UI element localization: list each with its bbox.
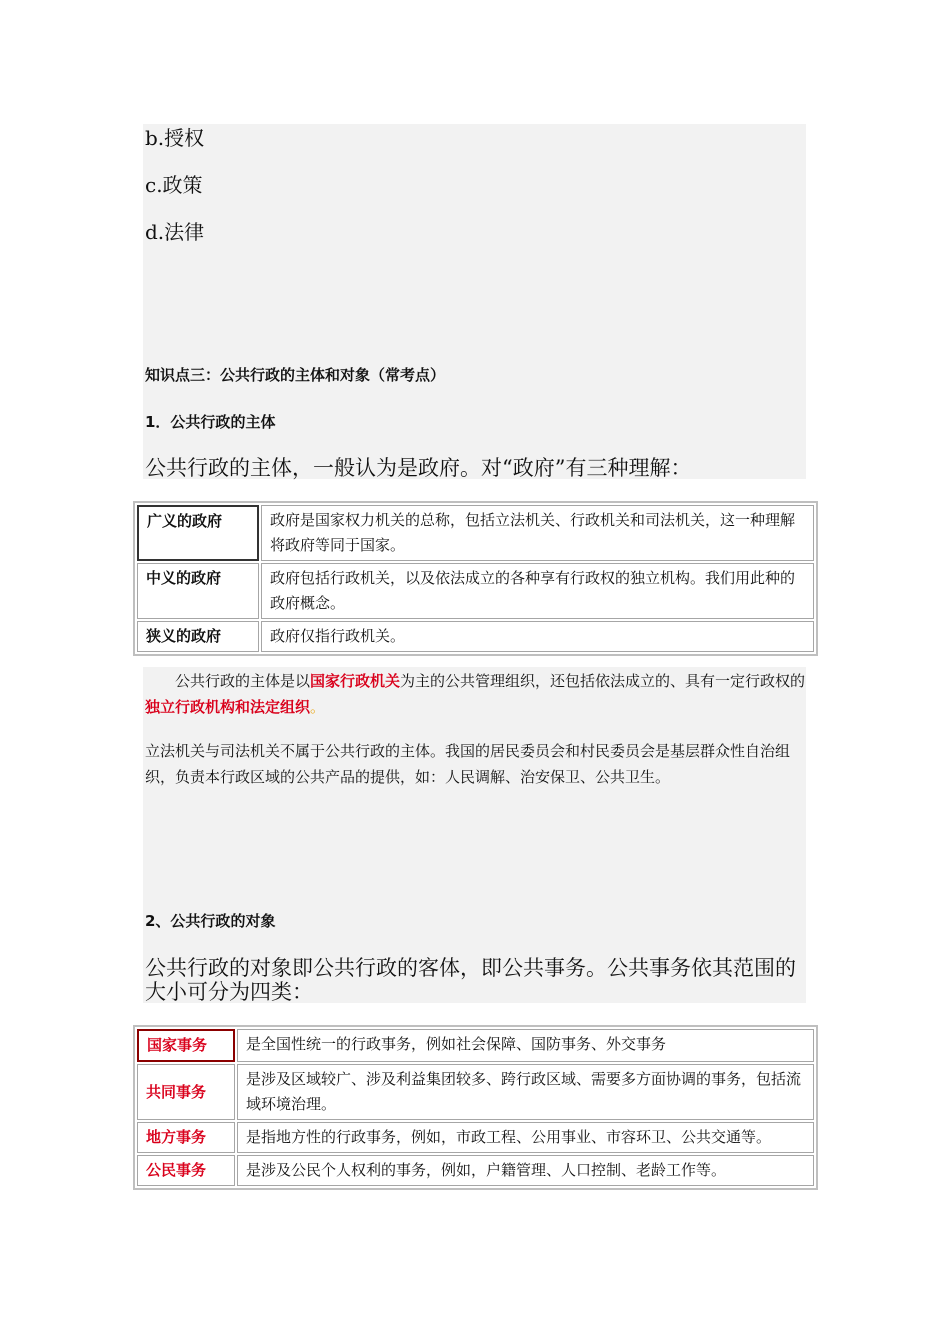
table-row xyxy=(137,1122,814,1153)
table-row xyxy=(137,621,814,652)
table-row xyxy=(137,1029,814,1062)
row-desc: 是涉及区域较广、涉及利益集团较多、跨行政区域、需要多方面协调的事务，包括流域环境治理。 xyxy=(237,1064,814,1120)
row-label: 广义的政府 xyxy=(137,505,259,561)
table-row xyxy=(137,505,814,561)
table-row xyxy=(137,1064,814,1120)
option-c: c.政策 xyxy=(145,173,203,197)
section-title: 知识点三：公共行政的主体和对象（常考点） xyxy=(145,366,446,384)
affairs-table xyxy=(133,1025,818,1190)
row-desc: 政府包括行政机关，以及依法成立的各种享有行政权的独立机构。我们用此种的政府概念。 xyxy=(261,563,814,619)
row-label: 中义的政府 xyxy=(137,563,259,619)
row-label: 公民事务 xyxy=(137,1155,235,1186)
row-desc: 是指地方性的行政事务，例如，市政工程、公用事业、市容环卫、公共交通等。 xyxy=(237,1122,814,1153)
option-b: b.授权 xyxy=(145,126,205,150)
para1-text-b: 为主的公共管理组织，还包括依法成立的、具有一定行政权的 xyxy=(400,672,806,690)
row-label: 地方事务 xyxy=(137,1122,235,1153)
object-heading: 2、公共行政的对象 xyxy=(145,912,276,930)
government-table xyxy=(133,501,818,656)
option-d: d.法律 xyxy=(145,220,205,244)
subject-intro: 公共行政的主体，一般认为是政府。对“政府”有三种理解： xyxy=(145,456,692,480)
para1-highlight-1: 国家行政机关 xyxy=(310,672,401,690)
subject-heading: 1．公共行政的主体 xyxy=(145,413,276,431)
row-label: 狭义的政府 xyxy=(137,621,259,652)
row-desc: 是全国性统一的行政事务，例如社会保障、国防事务、外交事务 xyxy=(237,1029,814,1062)
para1-text-end: 。 xyxy=(310,698,326,716)
row-desc: 政府是国家权力机关的总称，包括立法机关、行政机关和司法机关，这一种理解将政府等同于国家。 xyxy=(261,505,814,561)
table-row xyxy=(137,563,814,619)
row-label: 国家事务 xyxy=(137,1029,235,1062)
subject-paragraph-2: 立法机关与司法机关不属于公共行政的主体。我国的居民委员会和村民委员会是基层群众性自治组织，负责本行政区域的公共产品的提供，如：人民调解、治安保卫、公共卫生。 xyxy=(145,742,791,786)
row-desc: 是涉及公民个人权利的事务，例如，户籍管理、人口控制、老龄工作等。 xyxy=(237,1155,814,1186)
para1-text-a: 公共行政的主体是以 xyxy=(175,672,311,690)
row-desc: 政府仅指行政机关。 xyxy=(261,621,814,652)
para1-highlight-2: 独立行政机构和法定组织 xyxy=(145,698,311,716)
row-label: 共同事务 xyxy=(137,1064,235,1120)
object-intro: 公共行政的对象即公共行政的客体，即公共事务。公共事务依其范围的大小可分为四类： xyxy=(145,956,796,1004)
subject-paragraph-1 xyxy=(145,668,807,720)
table-row xyxy=(137,1155,814,1186)
